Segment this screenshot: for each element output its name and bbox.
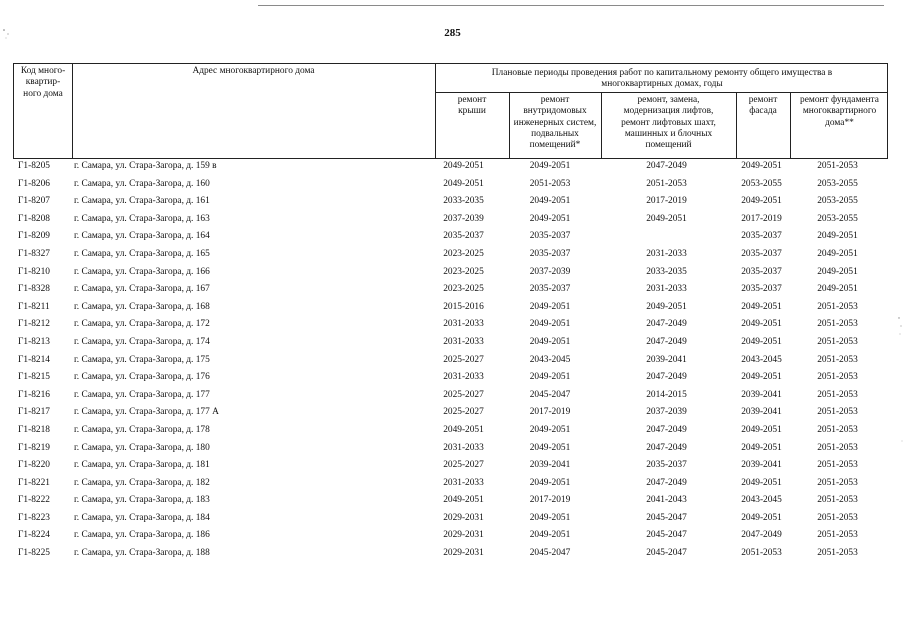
cell-code: Г1-8206: [18, 178, 50, 189]
table-row: [13, 335, 888, 353]
cell-foundation: 2051-2053: [817, 477, 858, 488]
cell-code: Г1-8208: [18, 213, 50, 224]
cell-roof: 2029-2031: [443, 530, 484, 541]
cell-facade: 2053-2055: [741, 178, 782, 189]
cell-facade: 2049-2051: [741, 196, 782, 207]
table-row: [13, 177, 888, 195]
cell-internal-systems: 2049-2051: [529, 319, 571, 330]
cell-address: г. Самара, ул. Стара-Загора, д. 181: [74, 460, 210, 471]
cell-foundation: 2051-2053: [817, 301, 858, 312]
header-divider: [72, 64, 73, 158]
cell-roof: 2037-2039: [443, 213, 484, 224]
cell-facade: 2049-2051: [741, 372, 782, 383]
cell-roof: 2031-2033: [443, 442, 484, 453]
cell-foundation: 2051-2053: [817, 495, 858, 506]
cell-foundation: 2053-2055: [817, 178, 858, 189]
cell-lifts: 2047-2049: [646, 424, 687, 435]
cell-lifts: 2051-2053: [646, 178, 687, 189]
cell-foundation: 2051-2053: [817, 372, 858, 383]
cell-foundation: 2051-2053: [817, 512, 858, 523]
cell-roof: 2049-2051: [443, 424, 484, 435]
cell-code: Г1-8216: [18, 389, 50, 400]
cell-address: г. Самара, ул. Стара-Загора, д. 163: [74, 213, 210, 224]
cell-roof: 2023-2025: [443, 266, 484, 277]
cell-internal-systems: 2035-2037: [529, 284, 571, 295]
cell-address: г. Самара, ул. Стара-Загора, д. 168: [74, 301, 210, 312]
cell-code: Г1-8215: [18, 372, 50, 383]
cell-facade: 2043-2045: [741, 495, 782, 506]
table-row: [13, 353, 888, 371]
cell-code: Г1-8207: [18, 196, 50, 207]
cell-foundation: 2049-2051: [817, 266, 858, 277]
cell-address: г. Самара, ул. Стара-Загора, д. 164: [74, 231, 210, 242]
cell-internal-systems: 2035-2037: [529, 231, 571, 242]
table-row: [13, 476, 888, 494]
cell-foundation: 2049-2051: [817, 231, 858, 242]
table-body: [13, 159, 888, 564]
cell-facade: 2049-2051: [741, 424, 782, 435]
cell-internal-systems: 2045-2047: [529, 389, 571, 400]
cell-lifts: 2049-2051: [646, 301, 687, 312]
cell-internal-systems: 2037-2039: [529, 266, 571, 277]
cell-foundation: 2051-2053: [817, 424, 858, 435]
cell-facade: 2049-2051: [741, 442, 782, 453]
cell-internal-systems: 2049-2051: [529, 336, 571, 347]
cell-internal-systems: 2017-2019: [529, 495, 571, 506]
cell-lifts: 2047-2049: [646, 372, 687, 383]
cell-foundation: 2051-2053: [817, 319, 858, 330]
cell-internal-systems: 2039-2041: [529, 460, 571, 471]
cell-code: Г1-8220: [18, 460, 50, 471]
cell-address: г. Самара, ул. Стара-Загора, д. 178: [74, 424, 210, 435]
cell-facade: 2039-2041: [741, 389, 782, 400]
cell-foundation: 2053-2055: [817, 213, 858, 224]
cell-address: г. Самара, ул. Стара-Загора, д. 186: [74, 530, 210, 541]
cell-facade: 2049-2051: [741, 477, 782, 488]
cell-foundation: 2049-2051: [817, 248, 858, 259]
header-divider: [435, 92, 887, 93]
cell-roof: 2033-2035: [443, 196, 484, 207]
cell-foundation: 2051-2053: [817, 354, 858, 365]
cell-internal-systems: 2045-2047: [529, 548, 571, 559]
cell-lifts: 2045-2047: [646, 512, 687, 523]
table-row: [13, 282, 888, 300]
cell-address: г. Самара, ул. Стара-Загора, д. 166: [74, 266, 210, 277]
cell-facade: 2047-2049: [741, 530, 782, 541]
cell-address: г. Самара, ул. Стара-Загора, д. 177 А: [74, 407, 219, 418]
cell-internal-systems: 2049-2051: [529, 477, 571, 488]
table-row: [13, 441, 888, 459]
table-header: [13, 63, 888, 159]
cell-lifts: 2041-2043: [646, 495, 687, 506]
cell-foundation: 2051-2053: [817, 161, 858, 171]
table-row: [13, 265, 888, 283]
cell-facade: 2039-2041: [741, 407, 782, 418]
cell-internal-systems: 2049-2051: [529, 512, 571, 523]
cell-foundation: 2053-2055: [817, 196, 858, 207]
header-address: Адрес многоквартирного дома: [192, 66, 315, 76]
cell-address: г. Самара, ул. Стара-Загора, д. 160: [74, 178, 210, 189]
cell-foundation: 2051-2053: [817, 548, 858, 559]
cell-internal-systems: 2049-2051: [529, 161, 571, 171]
cell-roof: 2049-2051: [443, 161, 484, 171]
cell-facade: 2017-2019: [741, 213, 782, 224]
cell-code: Г1-8218: [18, 424, 50, 435]
cell-address: г. Самара, ул. Стара-Загора, д. 159 в: [74, 161, 217, 171]
cell-code: Г1-8211: [18, 301, 50, 312]
cell-foundation: 2051-2053: [817, 407, 858, 418]
cell-lifts: 2047-2049: [646, 477, 687, 488]
cell-roof: 2025-2027: [443, 389, 484, 400]
cell-lifts: 2039-2041: [646, 354, 687, 365]
table-row: [13, 405, 888, 423]
table-row: [13, 493, 888, 511]
cell-roof: 2029-2031: [443, 512, 484, 523]
cell-address: г. Самара, ул. Стара-Загора, д. 165: [74, 248, 210, 259]
cell-facade: 2035-2037: [741, 231, 782, 242]
cell-code: Г1-8214: [18, 354, 50, 365]
cell-roof: 2025-2027: [443, 407, 484, 418]
cell-facade: 2043-2045: [741, 354, 782, 365]
cell-code: Г1-8217: [18, 407, 50, 418]
header-facade: ремонт фасада: [748, 95, 778, 117]
cell-lifts: 2035-2037: [646, 460, 687, 471]
cell-address: г. Самара, ул. Стара-Загора, д. 174: [74, 336, 210, 347]
cell-lifts: 2037-2039: [646, 407, 687, 418]
table-row: [13, 511, 888, 529]
cell-facade: 2035-2037: [741, 284, 782, 295]
cell-lifts: 2031-2033: [646, 248, 687, 259]
cell-roof: 2049-2051: [443, 178, 484, 189]
cell-address: г. Самара, ул. Стара-Загора, д. 183: [74, 495, 210, 506]
cell-internal-systems: 2051-2053: [529, 178, 571, 189]
cell-roof: 2031-2033: [443, 372, 484, 383]
cell-foundation: 2051-2053: [817, 442, 858, 453]
table-row: [13, 458, 888, 476]
cell-code: Г1-8205: [18, 161, 50, 171]
cell-roof: 2031-2033: [443, 477, 484, 488]
cell-internal-systems: 2049-2051: [529, 196, 571, 207]
cell-roof: 2025-2027: [443, 354, 484, 365]
cell-foundation: 2051-2053: [817, 336, 858, 347]
cell-internal-systems: 2049-2051: [529, 530, 571, 541]
cell-lifts: 2031-2033: [646, 284, 687, 295]
cell-lifts: 2049-2051: [646, 213, 687, 224]
cell-facade: 2049-2051: [741, 301, 782, 312]
cell-code: Г1-8223: [18, 512, 50, 523]
cell-facade: 2039-2041: [741, 460, 782, 471]
cell-internal-systems: 2049-2051: [529, 301, 571, 312]
cell-roof: 2031-2033: [443, 319, 484, 330]
cell-code: Г1-8222: [18, 495, 50, 506]
table-row: [13, 212, 888, 230]
cell-code: Г1-8224: [18, 530, 50, 541]
cell-foundation: 2051-2053: [817, 389, 858, 400]
cell-facade: 2035-2037: [741, 266, 782, 277]
cell-facade: 2035-2037: [741, 248, 782, 259]
cell-internal-systems: 2017-2019: [529, 407, 571, 418]
cell-address: г. Самара, ул. Стара-Загора, д. 176: [74, 372, 210, 383]
cell-facade: 2049-2051: [741, 319, 782, 330]
cell-lifts: 2045-2047: [646, 530, 687, 541]
cell-code: Г1-8328: [18, 284, 50, 295]
cell-code: Г1-8221: [18, 477, 50, 488]
cell-lifts: 2047-2049: [646, 442, 687, 453]
cell-roof: 2015-2016: [443, 301, 484, 312]
cell-address: г. Самара, ул. Стара-Загора, д. 188: [74, 548, 210, 559]
cell-address: г. Самара, ул. Стара-Загора, д. 175: [74, 354, 210, 365]
cell-code: Г1-8213: [18, 336, 50, 347]
table-row: [13, 247, 888, 265]
cell-roof: 2023-2025: [443, 248, 484, 259]
cell-foundation: 2049-2051: [817, 284, 858, 295]
cell-lifts: 2014-2015: [646, 389, 687, 400]
header-foundation: ремонт фундамента многоквартирного дома**: [800, 95, 879, 128]
cell-lifts: 2033-2035: [646, 266, 687, 277]
table-row: [13, 300, 888, 318]
page-number: 285: [444, 27, 461, 39]
cell-lifts: 2017-2019: [646, 196, 687, 207]
cell-code: Г1-8219: [18, 442, 50, 453]
cell-internal-systems: 2049-2051: [529, 424, 571, 435]
cell-lifts: 2047-2049: [646, 319, 687, 330]
cell-internal-systems: 2035-2037: [529, 248, 571, 259]
header-roof: ремонт крыши: [457, 95, 487, 117]
cell-internal-systems: 2049-2051: [529, 213, 571, 224]
table-row: [13, 546, 888, 564]
cell-facade: 2049-2051: [741, 161, 782, 171]
cell-address: г. Самара, ул. Стара-Загора, д. 172: [74, 319, 210, 330]
cell-foundation: 2051-2053: [817, 460, 858, 471]
cell-facade: 2049-2051: [741, 336, 782, 347]
cell-address: г. Самара, ул. Стара-Загора, д. 182: [74, 477, 210, 488]
table-row: [13, 528, 888, 546]
header-lifts: ремонт, замена, модернизация лифтов, ремонт лифтовых шахт, машинных и блочных помещений: [621, 95, 716, 151]
cell-roof: 2029-2031: [443, 548, 484, 559]
cell-roof: 2035-2037: [443, 231, 484, 242]
cell-facade: 2049-2051: [741, 512, 782, 523]
cell-roof: 2049-2051: [443, 495, 484, 506]
table-row: [13, 194, 888, 212]
cell-foundation: 2051-2053: [817, 530, 858, 541]
cell-code: Г1-8212: [18, 319, 50, 330]
table-row: [13, 229, 888, 247]
cell-lifts: 2047-2049: [646, 161, 687, 171]
table-row: [13, 370, 888, 388]
table-row: [13, 423, 888, 441]
cell-lifts: 2047-2049: [646, 336, 687, 347]
table-row: [13, 388, 888, 406]
cell-roof: 2031-2033: [443, 336, 484, 347]
header-planned-periods: Плановые периоды проведения работ по капитальному ремонту общего имущества в многоквартирных домах, годы: [491, 68, 833, 90]
table-row: [13, 317, 888, 335]
cell-internal-systems: 2049-2051: [529, 372, 571, 383]
cell-internal-systems: 2043-2045: [529, 354, 571, 365]
cell-address: г. Самара, ул. Стара-Загора, д. 161: [74, 196, 210, 207]
cell-roof: 2023-2025: [443, 284, 484, 295]
cell-facade: 2051-2053: [741, 548, 782, 559]
cell-address: г. Самара, ул. Стара-Загора, д. 167: [74, 284, 210, 295]
cell-address: г. Самара, ул. Стара-Загора, д. 180: [74, 442, 210, 453]
cell-address: г. Самара, ул. Стара-Загора, д. 177: [74, 389, 210, 400]
cell-roof: 2025-2027: [443, 460, 484, 471]
cell-internal-systems: 2049-2051: [529, 442, 571, 453]
cell-code: Г1-8225: [18, 548, 50, 559]
cell-code: Г1-8210: [18, 266, 50, 277]
table-row: [13, 159, 888, 177]
cell-address: г. Самара, ул. Стара-Загора, д. 184: [74, 512, 210, 523]
cell-code: Г1-8209: [18, 231, 50, 242]
header-internal-systems: ремонт внутридомовых инженерных систем, подвальных помещений*: [513, 95, 597, 151]
header-code: Код много- квартир- ного дома: [20, 66, 66, 99]
cell-lifts: 2045-2047: [646, 548, 687, 559]
cell-code: Г1-8327: [18, 248, 50, 259]
